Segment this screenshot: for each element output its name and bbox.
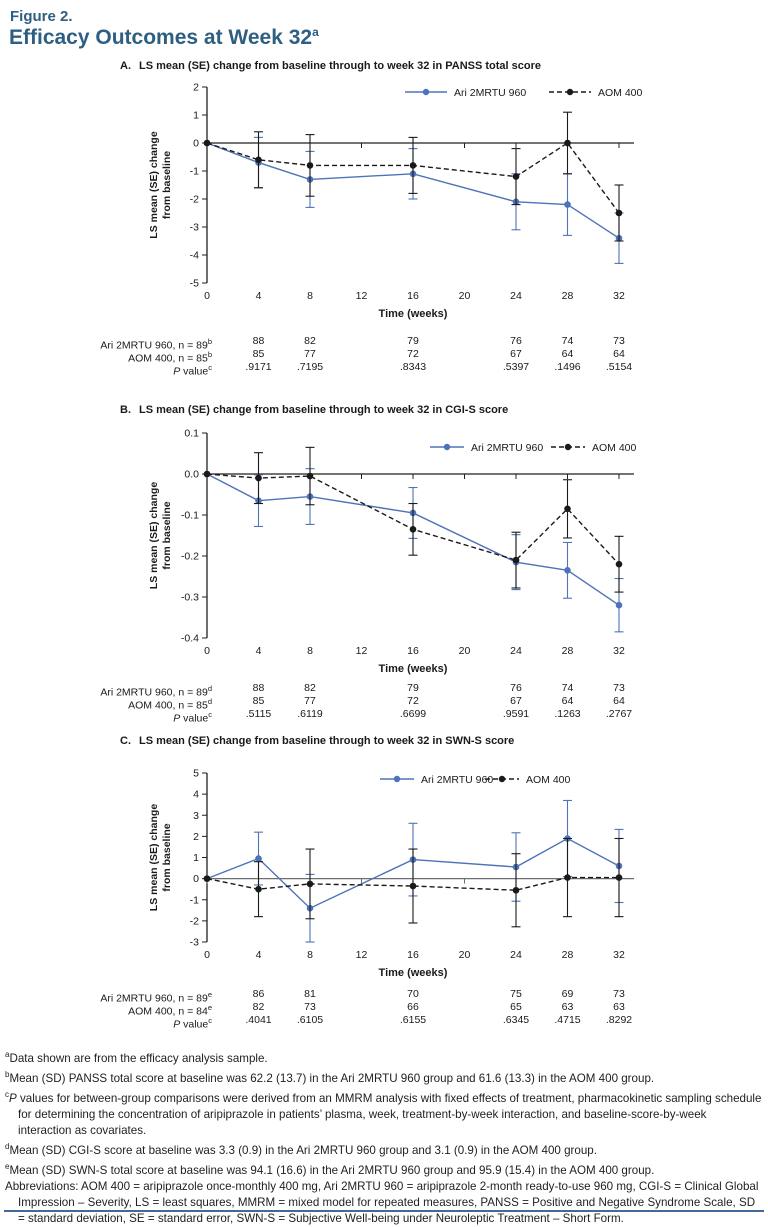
footnote-line: $^e$Mean (SD) SWN-S total score at baseline was 94.1 (16.6) in the Ari 2MRTU 960 group and 95.9 (15.4) in the AOM 400 group. <box>5 1162 655 1177</box>
legend-item-ari <box>405 87 526 99</box>
table-cell: .8292 <box>605 1014 633 1026</box>
data-point-marker <box>255 157 262 164</box>
data-point-marker <box>255 886 262 893</box>
table-cell: 73 <box>613 988 625 1000</box>
table-cell: 69 <box>561 988 574 1000</box>
y-axis-title: LS mean (SE) change <box>148 481 160 590</box>
data-point-marker <box>204 140 211 147</box>
table-cell: .6119 <box>297 708 323 720</box>
table-cell: 72 <box>407 695 419 707</box>
table-row-label: Ari 2MRTU 960, $n = 89^e$ <box>100 990 212 1005</box>
legend-label: AOM 400 <box>598 86 643 99</box>
table-cell: .7195 <box>296 361 324 373</box>
legend-label: AOM 400 <box>526 773 571 786</box>
x-tick-label: 0 <box>204 290 210 302</box>
table-cell: .5397 <box>502 361 530 373</box>
series-ari-2mrtu-960 <box>204 137 624 263</box>
legend-item-aom <box>485 774 571 786</box>
x-tick-label: 0 <box>204 645 210 657</box>
y-tick-label: 0.0 <box>184 468 199 481</box>
x-axis-title: Time (weeks) <box>378 663 448 675</box>
x-tick-label: 24 <box>510 949 522 961</box>
data-point-marker <box>564 874 571 881</box>
table-row-label: AOM 400, $n = 85^d$ <box>128 697 212 712</box>
footnote-line: $^b$Mean (SD) PANSS total score at baseline was 62.2 (13.7) in the Ari 2MRTU 960 group and 61.6 (13.3) in the AOM 400 group. <box>5 1069 655 1085</box>
y-tick-label: -0.2 <box>180 550 199 563</box>
table-cell: 67 <box>510 695 522 707</box>
table-cell: 73 <box>613 682 625 694</box>
x-axis-title: Time (weeks) <box>378 308 448 320</box>
footnotes <box>5 1047 762 1227</box>
table-cell: .8343 <box>399 361 427 373</box>
figure-label: Figure 2. <box>10 8 73 25</box>
table-row-label: AOM 400, $n = 85^b$ <box>128 350 212 365</box>
panel-c-title-text: LS mean (SE) change from baseline through to week 32 in SWN-S score <box>139 735 515 747</box>
footnote-line: $^a$Data shown are from the efficacy analysis sample. <box>5 1050 268 1065</box>
data-point-marker <box>204 471 211 478</box>
table-cell: .6105 <box>296 1014 324 1026</box>
x-tick-label: 0 <box>204 949 210 961</box>
table-cell: 64 <box>613 695 625 707</box>
y-tick-label: 0 <box>193 873 199 886</box>
table-cell: 64 <box>613 348 625 360</box>
x-tick-label: 12 <box>355 290 368 302</box>
x-tick-label: 20 <box>458 949 471 961</box>
legend-item-aom <box>549 87 643 99</box>
table-cell: 77 <box>304 695 316 707</box>
table-cell: .4041 <box>245 1014 272 1026</box>
y-tick-label: -4 <box>189 249 199 262</box>
data-point-marker <box>564 506 571 513</box>
x-tick-label: 16 <box>407 645 419 657</box>
table-row-label: P value$^c$ <box>173 1016 212 1031</box>
footnote-line: Abbreviations: AOM 400 = aripiprazole once-monthly 400 mg, Ari 2MRTU 960 = aripiprazole 2-month ready-to-use 960 mg, CGI-S = Clinical Global Impression – Severity, LS = least squares, MMRM = mixed model for repeated measures, PANSS = Positive and Negative Syndrome Scale, SD = standard deviation, SE = standard error, SWN-S = Subjective Well-being under Neuroleptic Treatment – Short Form. <box>5 1179 759 1226</box>
data-point-marker <box>255 855 262 862</box>
figure-title-superscript: a <box>312 25 319 39</box>
legend-marker <box>499 776 505 782</box>
footnote-line: $^c$P values for between-group comparisons were derived from an MMRM analysis with fixed effects of treatment, pharmacokinetic sampling schedule for determining the concentration of aripiprazole in patients’ plasma, week, treatment-by-week interaction, and baseline-score-by-week interaction as covariates. <box>5 1089 762 1137</box>
data-point-marker <box>616 210 623 217</box>
x-tick-label: 20 <box>458 290 471 302</box>
table-cell: .6699 <box>399 708 427 720</box>
table-cell: 85 <box>252 695 265 707</box>
y-tick-label: -5 <box>189 277 199 290</box>
y-tick-label: -0.3 <box>180 591 199 604</box>
y-axis-title: from baseline <box>161 501 173 570</box>
data-point-marker <box>410 162 417 169</box>
table-cell: 73 <box>304 1001 316 1013</box>
y-tick-label: -0.4 <box>180 632 199 645</box>
y-axis-title: LS mean (SE) change <box>148 803 160 912</box>
data-point-marker <box>307 881 314 888</box>
y-tick-label: -2 <box>189 193 199 206</box>
data-point-marker <box>307 162 314 169</box>
panel-a-chart <box>148 82 643 321</box>
legend-item-ari <box>430 442 543 454</box>
x-tick-label: 24 <box>510 290 522 302</box>
x-tick-label: 20 <box>458 645 471 657</box>
series-ari-2mrtu-960 <box>204 469 624 632</box>
y-axis-title: from baseline <box>161 150 173 220</box>
x-tick-label: 28 <box>561 290 574 302</box>
table-cell: .5115 <box>245 708 272 720</box>
data-point-marker <box>564 567 571 574</box>
table-cell: 72 <box>407 348 419 360</box>
table-cell: 88 <box>252 682 265 694</box>
data-point-marker <box>410 883 417 890</box>
data-point-marker <box>564 140 571 147</box>
table-cell: 63 <box>613 1001 625 1013</box>
panel-b-letter: B. <box>120 404 131 416</box>
data-point-marker <box>513 557 520 564</box>
panel-b-title-text: LS mean (SE) change from baseline through to week 32 in CGI-S score <box>139 404 509 416</box>
table-cell: 81 <box>304 988 316 1000</box>
x-tick-label: 16 <box>407 290 419 302</box>
y-tick-label: 3 <box>193 809 199 822</box>
table-cell: .6345 <box>502 1014 530 1026</box>
table-cell: 70 <box>407 988 419 1000</box>
data-point-marker <box>564 201 571 208</box>
table-cell: 74 <box>561 682 574 694</box>
y-tick-label: -3 <box>189 936 199 949</box>
table-cell: 65 <box>510 1001 522 1013</box>
table-cell: 76 <box>510 682 522 694</box>
table-cell: .9171 <box>245 361 272 373</box>
y-tick-label: -1 <box>189 894 199 907</box>
panel-c-letter: C. <box>120 735 131 747</box>
legend-marker <box>567 89 573 95</box>
figure-title-text: Efficacy Outcomes at Week 32 <box>9 26 313 49</box>
data-point-marker <box>616 874 623 881</box>
table-cell: .5154 <box>605 361 633 373</box>
table-cell: 76 <box>510 335 522 347</box>
table-cell: 73 <box>613 335 625 347</box>
y-axis-title: from baseline <box>161 823 173 892</box>
series-ari-2mrtu-960 <box>204 800 624 942</box>
x-tick-label: 32 <box>613 645 625 657</box>
y-tick-label: 1 <box>193 109 199 122</box>
x-tick-label: 4 <box>255 290 262 302</box>
legend-label: Ari 2MRTU 960 <box>471 441 544 454</box>
table-cell: 86 <box>252 988 265 1000</box>
footnote-line: $^d$Mean (SD) CGI-S score at baseline was 3.3 (0.9) in the Ari 2MRTU 960 group and 3.1 (0.9) in the AOM 400 group. <box>5 1142 597 1157</box>
y-tick-label: 0.1 <box>184 427 199 440</box>
table-cell: .4715 <box>554 1014 581 1026</box>
data-point-marker <box>616 602 623 609</box>
table-row-label: P value$^c$ <box>173 363 212 378</box>
table-cell: 64 <box>561 348 574 360</box>
x-tick-label: 32 <box>613 290 625 302</box>
data-point-marker <box>410 526 417 533</box>
series-aom-400 <box>204 447 624 592</box>
legend-marker <box>394 776 400 782</box>
table-row-label: Ari 2MRTU 960, $n = 89^d$ <box>100 684 212 699</box>
x-tick-label: 4 <box>255 645 262 657</box>
panel-a-letter: A. <box>120 60 131 72</box>
panel-a-title-text: LS mean (SE) change from baseline through to week 32 in PANSS total score <box>139 60 541 72</box>
y-tick-label: 0 <box>193 137 199 150</box>
y-tick-label: 4 <box>193 788 199 801</box>
table-cell: 77 <box>304 348 316 360</box>
table-cell: 79 <box>407 335 419 347</box>
table-cell: 63 <box>561 1001 574 1013</box>
x-tick-label: 12 <box>355 645 368 657</box>
table-cell: 82 <box>252 1001 265 1013</box>
y-tick-label: -2 <box>189 915 199 928</box>
table-cell: 67 <box>510 348 522 360</box>
x-tick-label: 28 <box>561 949 574 961</box>
x-tick-label: 8 <box>307 949 313 961</box>
table-cell: .9591 <box>502 708 530 720</box>
x-tick-label: 28 <box>561 645 574 657</box>
table-cell: 82 <box>304 335 316 347</box>
y-tick-label: 2 <box>193 830 199 843</box>
table-cell: 85 <box>252 348 265 360</box>
y-tick-label: 5 <box>193 767 199 780</box>
table-cell: .1263 <box>554 708 581 720</box>
table-cell: 75 <box>510 988 522 1000</box>
series-aom-400 <box>204 838 624 926</box>
y-tick-label: 2 <box>193 81 199 94</box>
y-tick-label: 1 <box>193 852 199 864</box>
x-tick-label: 8 <box>307 645 313 657</box>
legend-marker <box>565 444 571 450</box>
table-cell: .2767 <box>605 708 633 720</box>
legend-marker <box>444 444 450 450</box>
x-axis-title: Time (weeks) <box>378 967 448 979</box>
legend-item-aom <box>551 442 637 454</box>
legend-label: Ari 2MRTU 960 <box>454 86 527 99</box>
y-axis-title: LS mean (SE) change <box>148 131 160 239</box>
data-point-marker <box>513 887 520 894</box>
x-tick-label: 4 <box>255 949 262 961</box>
table-cell: 66 <box>407 1001 419 1013</box>
x-tick-label: 24 <box>510 645 522 657</box>
table-row-label: AOM 400, $n = 84^e$ <box>128 1003 212 1018</box>
x-tick-label: 32 <box>613 949 625 961</box>
table-cell: .1496 <box>554 361 581 373</box>
data-point-marker <box>255 475 262 482</box>
table-cell: 88 <box>252 335 265 347</box>
table-cell: 64 <box>561 695 574 707</box>
x-tick-label: 16 <box>407 949 419 961</box>
y-tick-label: -1 <box>189 165 199 178</box>
legend-item-ari <box>380 774 493 786</box>
figure-divider <box>4 1210 764 1212</box>
panel-c-chart <box>148 768 634 980</box>
table-row-label: P value$^c$ <box>173 710 212 725</box>
legend-label: AOM 400 <box>592 441 637 454</box>
data-point-marker <box>513 173 520 180</box>
legend-label: Ari 2MRTU 960 <box>421 773 494 786</box>
table-row-label: Ari 2MRTU 960, $n = 89^b$ <box>100 337 212 352</box>
table-cell: .6155 <box>399 1014 427 1026</box>
data-point-marker <box>307 473 314 480</box>
x-tick-label: 12 <box>355 949 368 961</box>
y-tick-label: -3 <box>189 221 199 234</box>
table-cell: 79 <box>407 682 419 694</box>
x-tick-label: 8 <box>307 290 313 302</box>
y-tick-label: -0.1 <box>180 509 199 522</box>
table-cell: 82 <box>304 682 316 694</box>
data-point-marker <box>204 875 211 882</box>
table-cell: 74 <box>561 335 574 347</box>
panel-b-chart <box>148 428 637 676</box>
data-point-marker <box>616 561 623 568</box>
legend-marker <box>423 89 429 95</box>
